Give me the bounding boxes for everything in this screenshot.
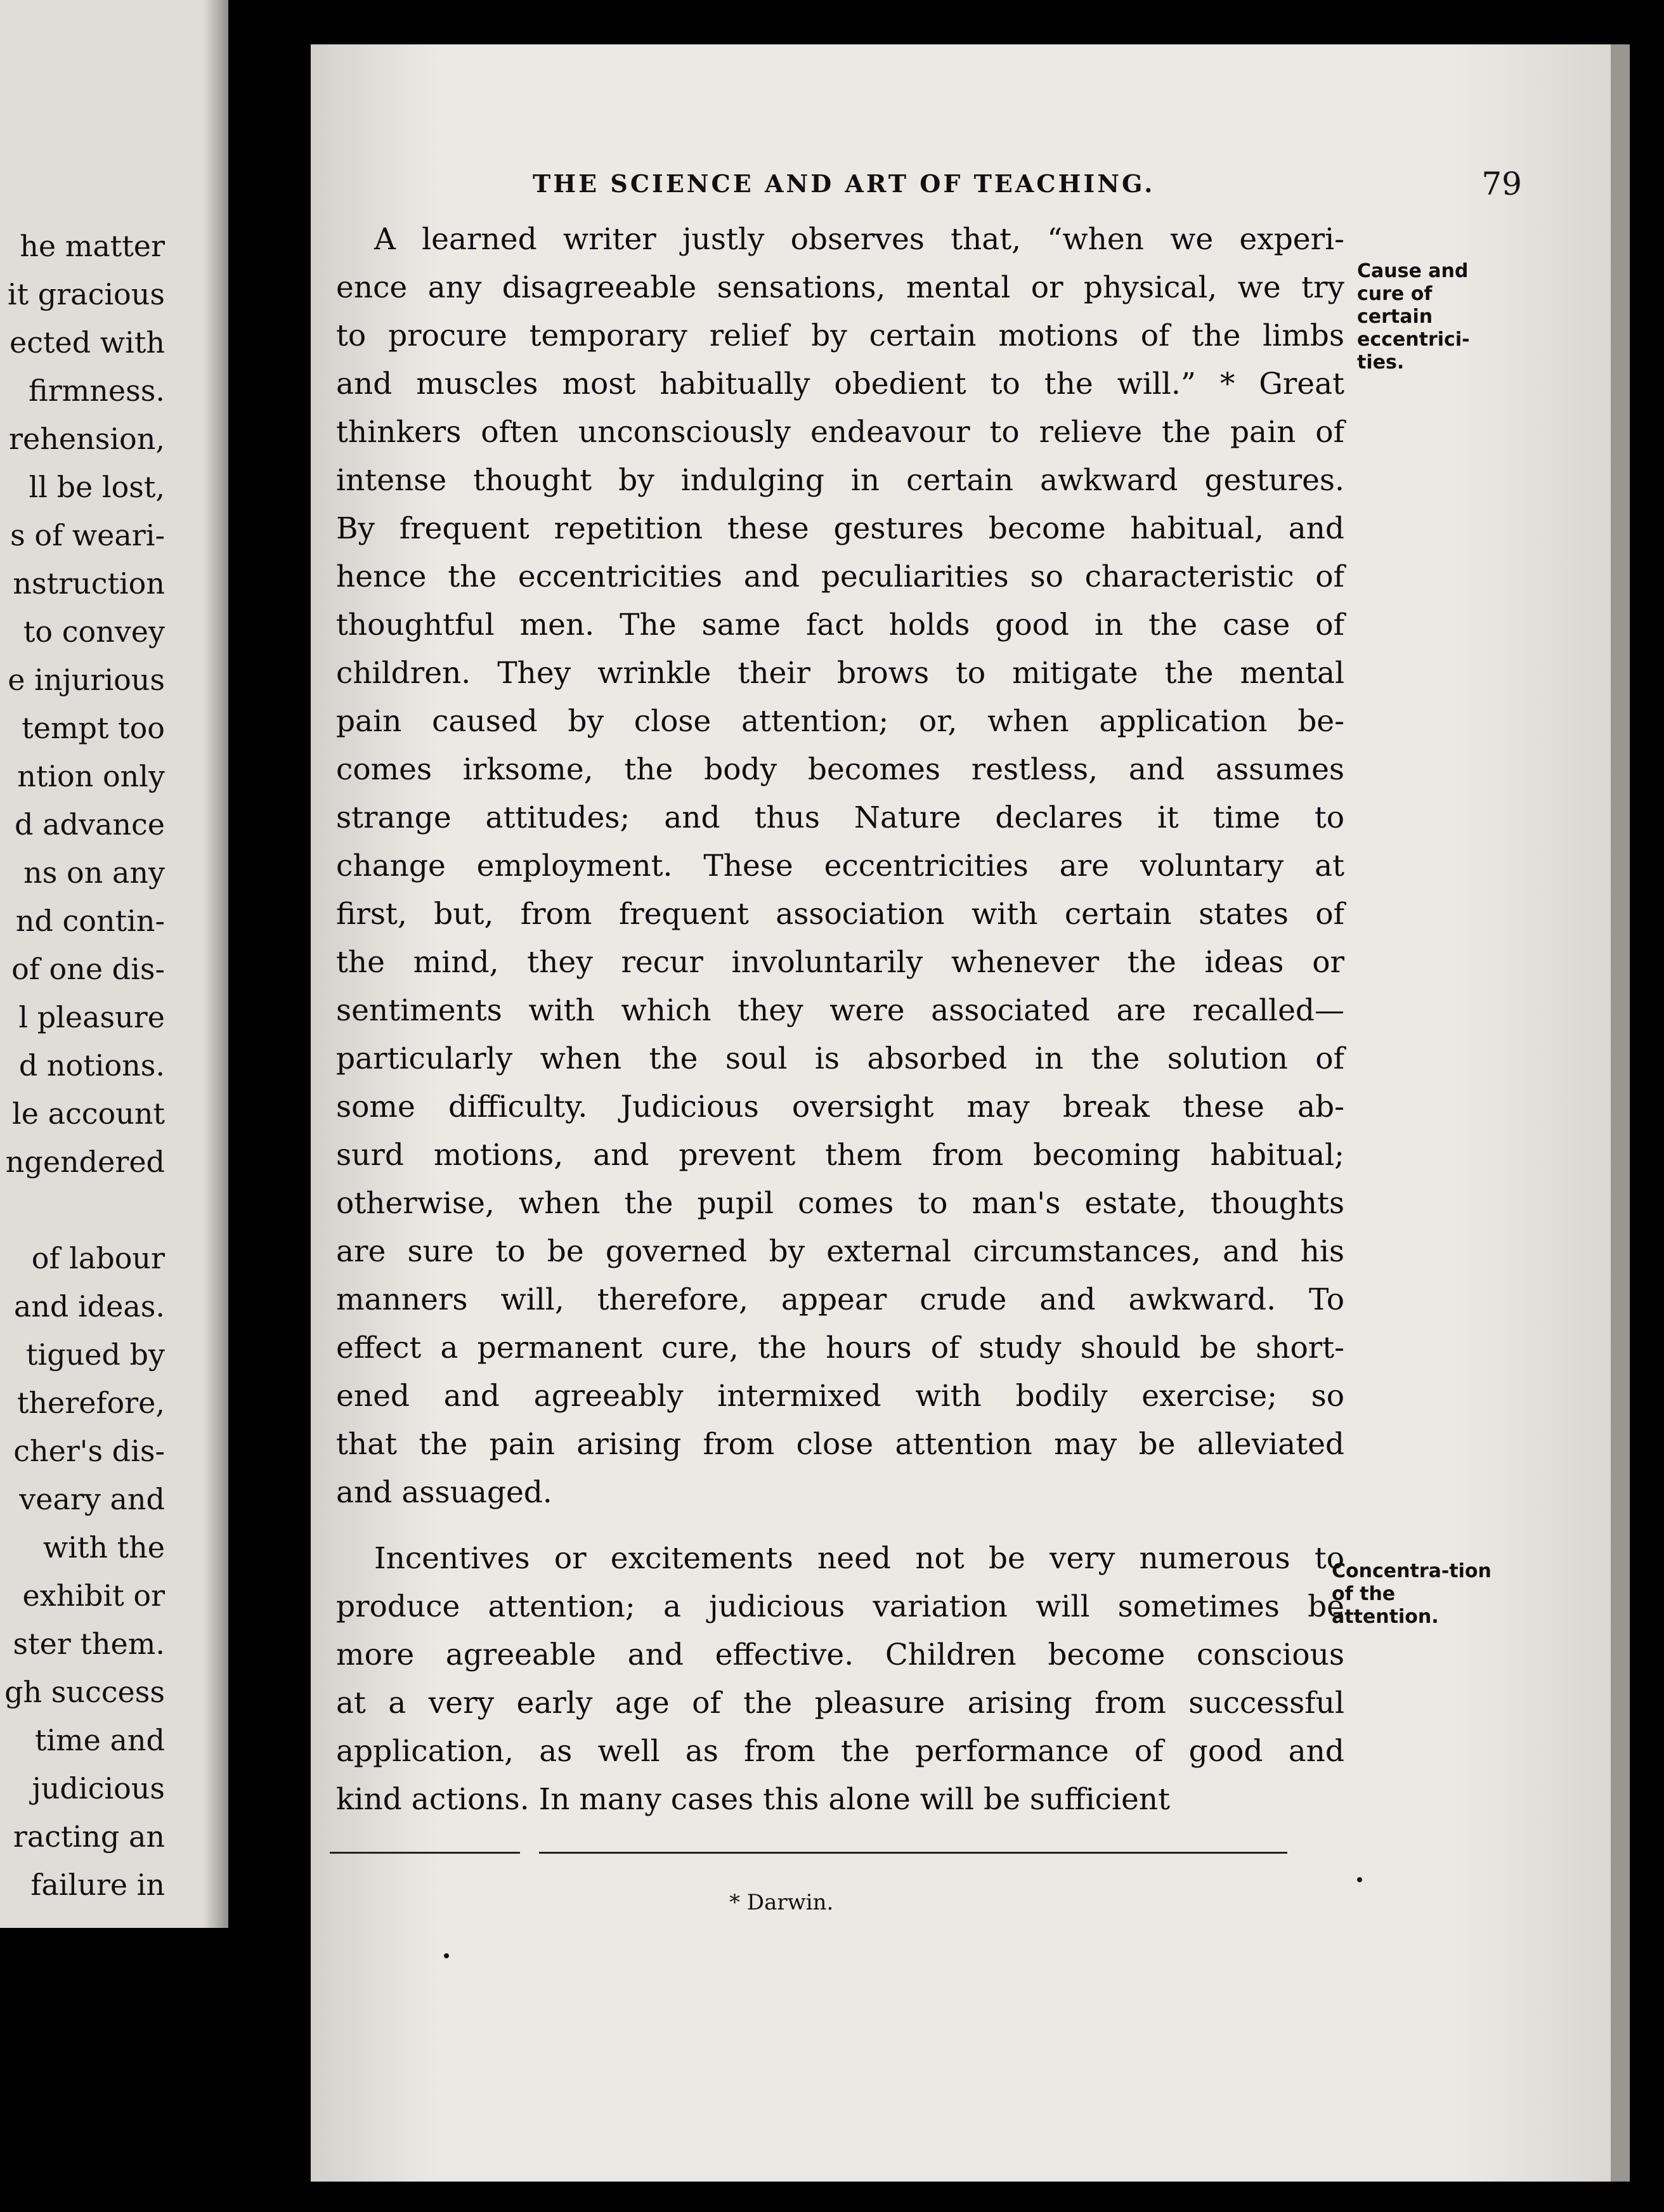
text-line: change employment. These eccentricities are voluntary at — [336, 849, 1344, 883]
text-line: are sure to be governed by external circumstances, and his — [336, 1234, 1344, 1269]
text-line: intense thought by indulging in certain awkward gestures. — [336, 463, 1344, 498]
left-page-line: failure in — [30, 1868, 165, 1902]
text-line: pain caused by close attention; or, when application be- — [336, 704, 1344, 739]
left-page-line: ster them. — [13, 1627, 165, 1661]
left-page-line: it gracious — [7, 277, 165, 311]
left-page-line: nstruction — [13, 566, 165, 601]
left-page-line: firmness. — [29, 374, 165, 408]
left-page-line: le account — [12, 1096, 165, 1131]
scan-speck — [1357, 1877, 1362, 1882]
text-line: more agreeable and effective. Children become conscious — [336, 1637, 1344, 1672]
left-page-line: judicious — [32, 1771, 165, 1805]
left-page-line: ns on any — [23, 856, 165, 890]
left-page-line: nd contin- — [15, 904, 165, 938]
left-page-line: to convey — [23, 615, 165, 649]
left-page-line: d notions. — [18, 1048, 165, 1083]
margin-note-attention: Concentra-tion of the attention. — [1332, 1560, 1492, 1628]
text-line: and muscles most habitually obedient to the will.” * Great — [336, 367, 1344, 401]
margin-note-eccentricities: Cause and cure of certain eccentrici-ties. — [1357, 260, 1470, 374]
text-line: children. They wrinkle their brows to mitigate the mental — [336, 656, 1344, 691]
left-page-line: of labour — [31, 1241, 165, 1275]
left-page-line: tempt too — [22, 711, 165, 745]
footnote-rule-long — [539, 1852, 1287, 1854]
paragraph-eccentricities — [336, 216, 1344, 1517]
left-page-line: exhibit or — [22, 1578, 165, 1613]
footnote-rule-short — [330, 1852, 520, 1854]
text-line: sentiments with which they were associated are recalled— — [336, 993, 1344, 1028]
left-page-line: time and — [34, 1723, 165, 1757]
text-line: ened and agreeably intermixed with bodily exercise; so — [336, 1379, 1344, 1414]
left-page-line: d advance — [15, 807, 165, 842]
text-line: kind actions. In many cases this alone will be sufficient — [336, 1782, 1170, 1817]
left-page — [0, 0, 228, 1928]
left-page-line: ected with — [10, 325, 165, 360]
left-page-line: he matter — [20, 229, 165, 263]
page-header — [533, 162, 1522, 206]
text-line: A learned writer justly observes that, “when we experi- — [374, 222, 1344, 257]
text-line: particularly when the soul is absorbed in the solution of — [336, 1041, 1344, 1076]
left-page-line: racting an — [13, 1819, 165, 1854]
footnote: * Darwin. — [729, 1890, 834, 1915]
text-line: and assuaged. — [336, 1475, 552, 1510]
text-line: application, as well as from the performance of good and — [336, 1734, 1344, 1769]
text-line: hence the eccentricities and peculiarities so characteristic of — [336, 559, 1344, 594]
left-page-line: e injurious — [8, 663, 165, 697]
left-page-line: veary and — [19, 1482, 165, 1516]
left-page-line: with the — [42, 1530, 165, 1565]
text-line: comes irksome, the body becomes restless, and assumes — [336, 752, 1344, 787]
left-page-line: therefore, — [16, 1386, 165, 1420]
text-line: at a very early age of the pleasure arising from successful — [336, 1686, 1344, 1721]
text-line: thinkers often unconsciously endeavour to relieve the pain of — [336, 415, 1344, 450]
text-line: produce attention; a judicious variation will sometimes be — [336, 1589, 1344, 1624]
right-page — [311, 44, 1630, 2182]
text-line: effect a permanent cure, the hours of study should be short- — [336, 1330, 1344, 1365]
left-page-line: and ideas. — [13, 1289, 165, 1324]
left-page-line: ntion only — [17, 759, 165, 793]
left-page-line: l pleasure — [18, 1000, 165, 1034]
left-page-line: ngendered — [5, 1145, 165, 1179]
text-line: surd motions, and prevent them from becoming habitual; — [336, 1138, 1344, 1173]
text-line: manners will, therefore, appear crude and awkward. To — [336, 1282, 1344, 1317]
left-page-line: cher's dis- — [13, 1434, 165, 1468]
left-page-gutter-shadow — [203, 0, 228, 1928]
text-line: ence any disagreeable sensations, mental or physical, we try — [336, 270, 1344, 305]
left-page-line: gh success — [4, 1675, 165, 1709]
text-line: Incentives or excitements need not be very numerous to — [374, 1541, 1344, 1576]
text-line: the mind, they recur involuntarily whenever the ideas or — [336, 945, 1344, 980]
text-line: otherwise, when the pupil comes to man's estate, thoughts — [336, 1186, 1344, 1221]
text-line: that the pain arising from close attention may be alleviated — [336, 1427, 1344, 1462]
body-text — [336, 216, 1344, 1824]
right-page-edge — [1611, 44, 1630, 2182]
text-line: By frequent repetition these gestures become habitual, and — [336, 511, 1344, 546]
left-page-line: ll be lost, — [29, 470, 165, 504]
text-line: strange attitudes; and thus Nature declares it time to — [336, 800, 1344, 835]
text-line: to procure temporary relief by certain motions of the limbs — [336, 318, 1344, 353]
page-number: 79 — [1481, 166, 1522, 202]
text-line: first, but, from frequent association with certain states of — [336, 897, 1344, 932]
scan-speck — [444, 1953, 449, 1958]
left-page-line: tigued by — [26, 1337, 165, 1372]
left-page-line: rehension, — [9, 422, 165, 456]
running-head: THE SCIENCE AND ART OF TEACHING. — [533, 169, 1155, 198]
left-page-line: s of weari- — [10, 518, 165, 552]
paragraph-attention — [336, 1535, 1344, 1824]
text-line: some difficulty. Judicious oversight may break these ab- — [336, 1090, 1344, 1124]
text-line: thoughtful men. The same fact holds good in the case of — [336, 608, 1344, 642]
left-page-line: of one dis- — [11, 952, 165, 986]
